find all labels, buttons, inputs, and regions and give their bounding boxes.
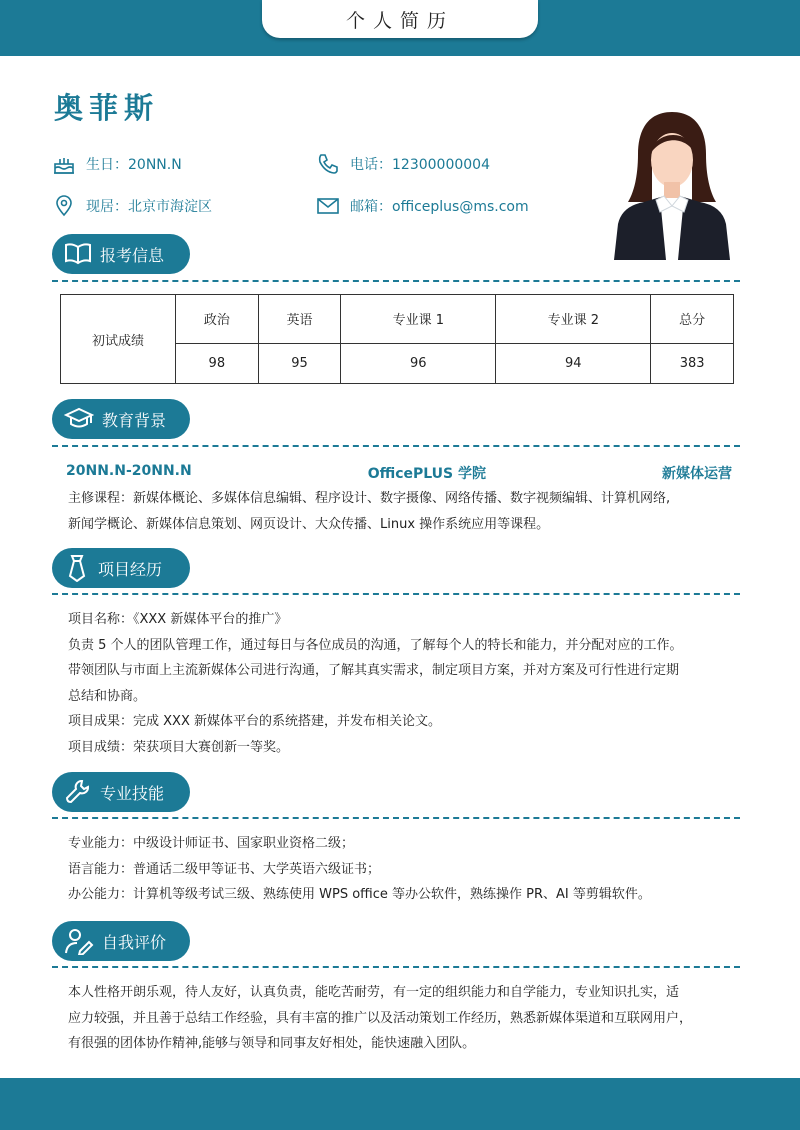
graduation-cap-icon: [64, 406, 94, 432]
column-header: 总分: [651, 295, 734, 344]
education-period: 20NN.N-20NN.N: [66, 463, 192, 479]
text-line: 本人性格开朗乐观，待人友好，认真负责，能吃苦耐劳，有一定的组织能力和自学能力，专业知识扎实，适: [68, 985, 680, 1000]
section-header-exam: [52, 234, 190, 274]
text-line: 应力较强，并且善于总结工作经验，具有丰富的推广以及活动策划工作经历，熟悉新媒体渠道和互联网用户，: [68, 1010, 693, 1026]
location-pin-icon: [52, 194, 76, 218]
section-header-project: [52, 548, 190, 588]
text-line: 项目成果：完成 XXX 新媒体平台的系统搭建，并发布相关论文。: [68, 714, 441, 729]
email-info: [316, 194, 529, 218]
section-header-skills: [52, 772, 190, 812]
text-line: 语言能力：普通话二级甲等证书、大学英语六级证书；: [68, 861, 381, 877]
book-icon: [64, 241, 92, 267]
section-header-education: [52, 399, 190, 439]
row-label: 初试成绩: [61, 295, 176, 384]
text-line: 项目名称：《XXX 新媒体平台的推广》: [68, 612, 288, 627]
section-title: 报考信息: [100, 245, 165, 265]
text-line: 新闻学概论、新媒体信息策划、网页设计、大众传播、Linux 操作系统应用等课程。: [68, 516, 550, 532]
phone-text: 电话：12300000004: [350, 157, 490, 173]
phone-icon: [316, 152, 340, 176]
section-divider: [52, 817, 740, 819]
section-title: 自我评价: [102, 932, 167, 952]
cake-icon: [52, 152, 76, 176]
self-evaluation-text: [68, 980, 736, 1057]
score-cell: 98: [176, 343, 259, 383]
table-row: [61, 295, 734, 344]
education-major: 新媒体运营: [661, 466, 732, 482]
score-cell: 95: [258, 343, 341, 383]
column-header: 政治: [176, 295, 259, 344]
location-text: 现居：北京市海淀区: [86, 199, 212, 215]
education-courses: [68, 486, 736, 537]
text-line: 主修课程：新媒体概论、多媒体信息编辑、程序设计、数字摄像、网络传播、数字视频编辑、计算机网络,: [68, 491, 671, 506]
location-info: [52, 194, 212, 218]
user-edit-icon: [64, 927, 94, 955]
tie-icon: [64, 554, 90, 582]
phone-info: [316, 152, 490, 176]
text-line: 项目成绩：荣获项目大赛创新一等奖。: [68, 739, 290, 755]
section-title: 专业技能: [100, 783, 165, 803]
page-title: 个人简历: [262, 0, 538, 38]
score-cell: 383: [651, 343, 734, 383]
section-divider: [52, 593, 740, 595]
column-header: 英语: [258, 295, 341, 344]
education-school: OfficePLUS 学院: [367, 466, 487, 482]
text-line: 负责 5 个人的团队管理工作，通过每日与各位成员的沟通，了解每个人的特长和能力，并分配对应的工作。: [68, 637, 683, 653]
text-line: 办公能力：计算机等级考试三级、熟练使用 WPS office 等办公软件，熟练操作 PR、AI 等剪辑软件。: [68, 887, 651, 902]
bottom-banner: [0, 1078, 800, 1130]
avatar: [614, 106, 730, 260]
education-row: [66, 463, 732, 483]
email-text: 邮箱：officeplus@ms.com: [350, 199, 529, 215]
birthday-info: [52, 152, 182, 176]
section-header-self-evaluation: [52, 921, 190, 961]
birthday-text: 生日：20NN.N: [86, 157, 182, 173]
column-header: 专业课 2: [496, 295, 651, 344]
section-divider: [52, 280, 740, 282]
section-title: 项目经历: [98, 559, 163, 579]
section-divider: [52, 445, 740, 447]
score-cell: 94: [496, 343, 651, 383]
text-line: 带领团队与市面上主流新媒体公司进行沟通，了解其真实需求，制定项目方案，并对方案及可行性进行定期: [68, 663, 680, 678]
project-details: [68, 607, 736, 760]
wrench-icon: [64, 778, 92, 806]
column-header: 专业课 1: [341, 295, 496, 344]
section-divider: [52, 966, 740, 968]
skills-details: [68, 831, 736, 908]
text-line: 总结和协商。: [68, 688, 147, 704]
mail-icon: [316, 194, 340, 218]
text-line: 专业能力：中级设计师证书、国家职业资格二级；: [68, 836, 355, 851]
text-line: 有很强的团体协作精神,能够与领导和同事友好相处，能快速融入团队。: [68, 1036, 476, 1051]
candidate-name: 奥菲斯: [54, 91, 160, 125]
score-cell: 96: [341, 343, 496, 383]
exam-score-table: [60, 294, 734, 384]
section-title: 教育背景: [102, 410, 167, 430]
